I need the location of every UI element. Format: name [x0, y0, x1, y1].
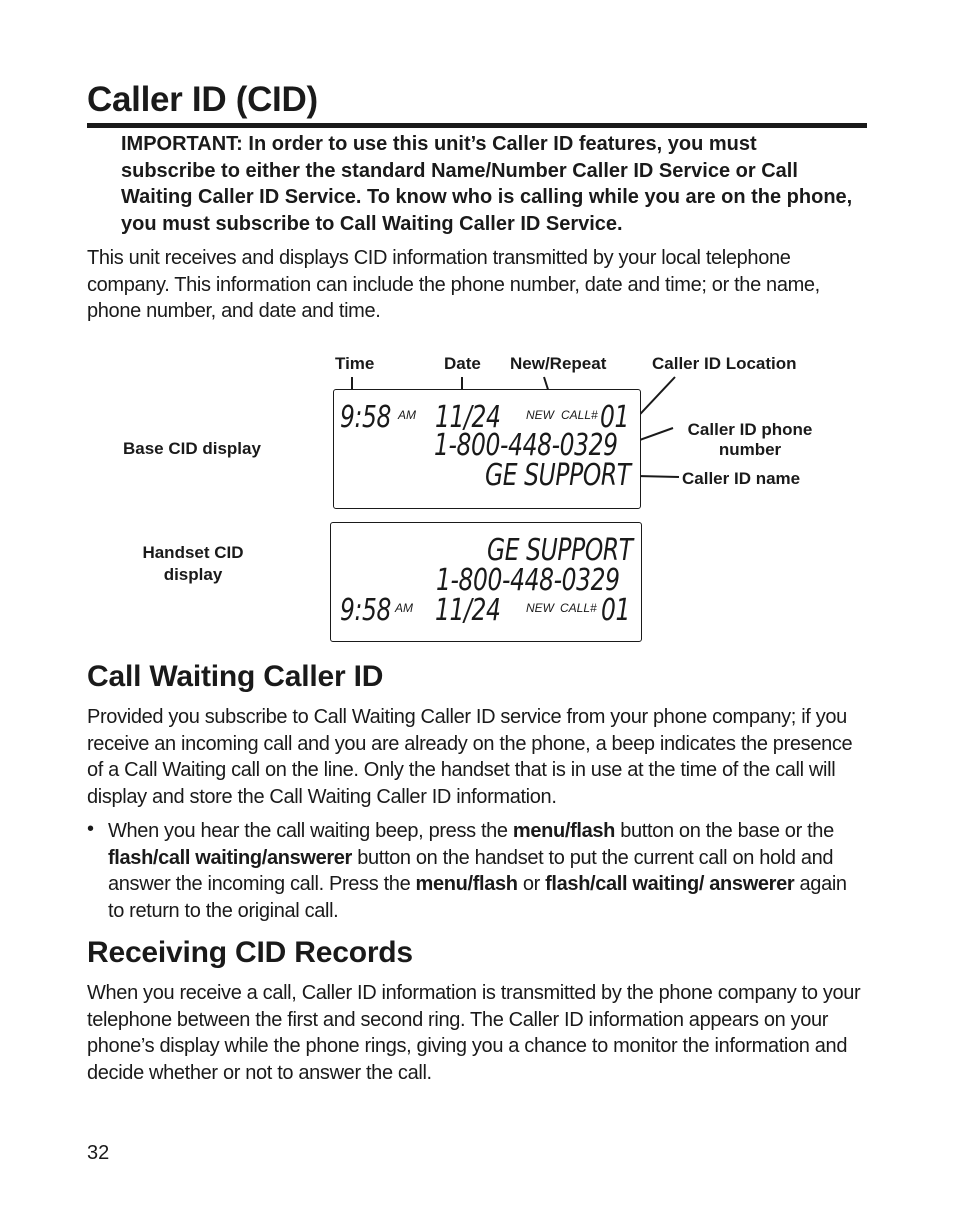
bullet-text-5: again to return to the original call.	[108, 873, 847, 922]
handset-date: 11/24	[435, 593, 501, 628]
title-rule	[87, 123, 867, 128]
handset-label-line1: Handset CID	[142, 543, 244, 562]
base-date: 11/24	[435, 400, 501, 435]
base-name: GE SUPPORT	[485, 458, 631, 493]
bullet-icon: •	[87, 818, 95, 840]
call-waiting-paragraph: Provided you subscribe to Call Waiting Caller ID service from your phone company; if you receive an incoming call and you are already on the phone, a beep indicates the presence of a Call Waiting call on the line. Only the handset that is in use at the time of the call will display and store the Call Waiting Caller ID information.	[87, 706, 853, 808]
handset-cid-display	[330, 522, 642, 642]
callout-name: Caller ID name	[682, 469, 801, 488]
callout-location: Caller ID Location	[652, 354, 797, 373]
handset-call: CALL#	[560, 601, 597, 615]
base-number: 1-800-448-0329	[434, 428, 618, 463]
handset-location: 01	[601, 593, 631, 628]
receiving-records-heading: Receiving CID Records	[87, 936, 413, 969]
important-notice: IMPORTANT: In order to use this unit’s Caller ID features, you must subscribe to either the standard Name/Number Caller ID Service or Call Waiting Caller ID Service. To know who is calling while you are on the phone, you must subscribe to Call Waiting Caller ID Service.	[121, 133, 853, 235]
bullet-bold-1: menu/flash	[512, 820, 615, 842]
bullet-bold-4: flash/call waiting/ answerer	[545, 873, 795, 895]
call-waiting-heading: Call Waiting Caller ID	[87, 660, 384, 693]
callout-phone-number-line2: number	[718, 440, 782, 459]
callout-date: Date	[444, 354, 481, 373]
base-cid-display	[333, 389, 641, 509]
callout-new-repeat: New/Repeat	[510, 354, 607, 373]
bullet-text-2: button on the base or the	[615, 820, 834, 842]
bullet-text-1: When you hear the call waiting beep, press the	[108, 820, 513, 842]
intro-paragraph: This unit receives and displays CID information transmitted by your local telephone company. This information can include the phone number, date and time; or the name, phone number, and date and time.	[87, 247, 820, 322]
receiving-records-paragraph: When you receive a call, Caller ID information is transmitted by the phone company to your telephone between the first and second ring. The Caller ID information appears on your phone’s display while the phone rings, giving you a chance to monitor the information and decide whether or not to answer the call.	[87, 982, 861, 1084]
bullet-text-3: button on the handset to put the current call on hold and answer the incoming call. Press the	[108, 846, 834, 895]
callout-phone-number-line1: Caller ID phone	[687, 420, 813, 439]
bullet-bold-3: menu/flash	[415, 873, 518, 895]
base-display-label: Base CID display	[123, 439, 261, 458]
base-am: AM	[398, 408, 416, 422]
page-title: Caller ID (CID)	[87, 80, 318, 119]
handset-number: 1-800-448-0329	[436, 563, 620, 598]
cid-diagram	[0, 340, 954, 650]
handset-time: 9:58	[340, 593, 391, 628]
page-number: 32	[87, 1142, 110, 1164]
bullet-text-4: or	[517, 873, 546, 895]
base-new: NEW	[526, 408, 554, 422]
handset-name: GE SUPPORT	[487, 533, 633, 568]
handset-label-line2: display	[163, 565, 223, 584]
handset-new: NEW	[526, 601, 554, 615]
base-time: 9:58	[340, 400, 391, 435]
base-call: CALL#	[561, 408, 598, 422]
bullet-bold-2: flash/call waiting/answerer	[108, 846, 352, 869]
base-location: 01	[600, 400, 630, 435]
name-pointer	[637, 476, 679, 477]
callout-time: Time	[335, 354, 375, 373]
call-waiting-bullet	[108, 818, 860, 924]
handset-am: AM	[395, 601, 413, 615]
